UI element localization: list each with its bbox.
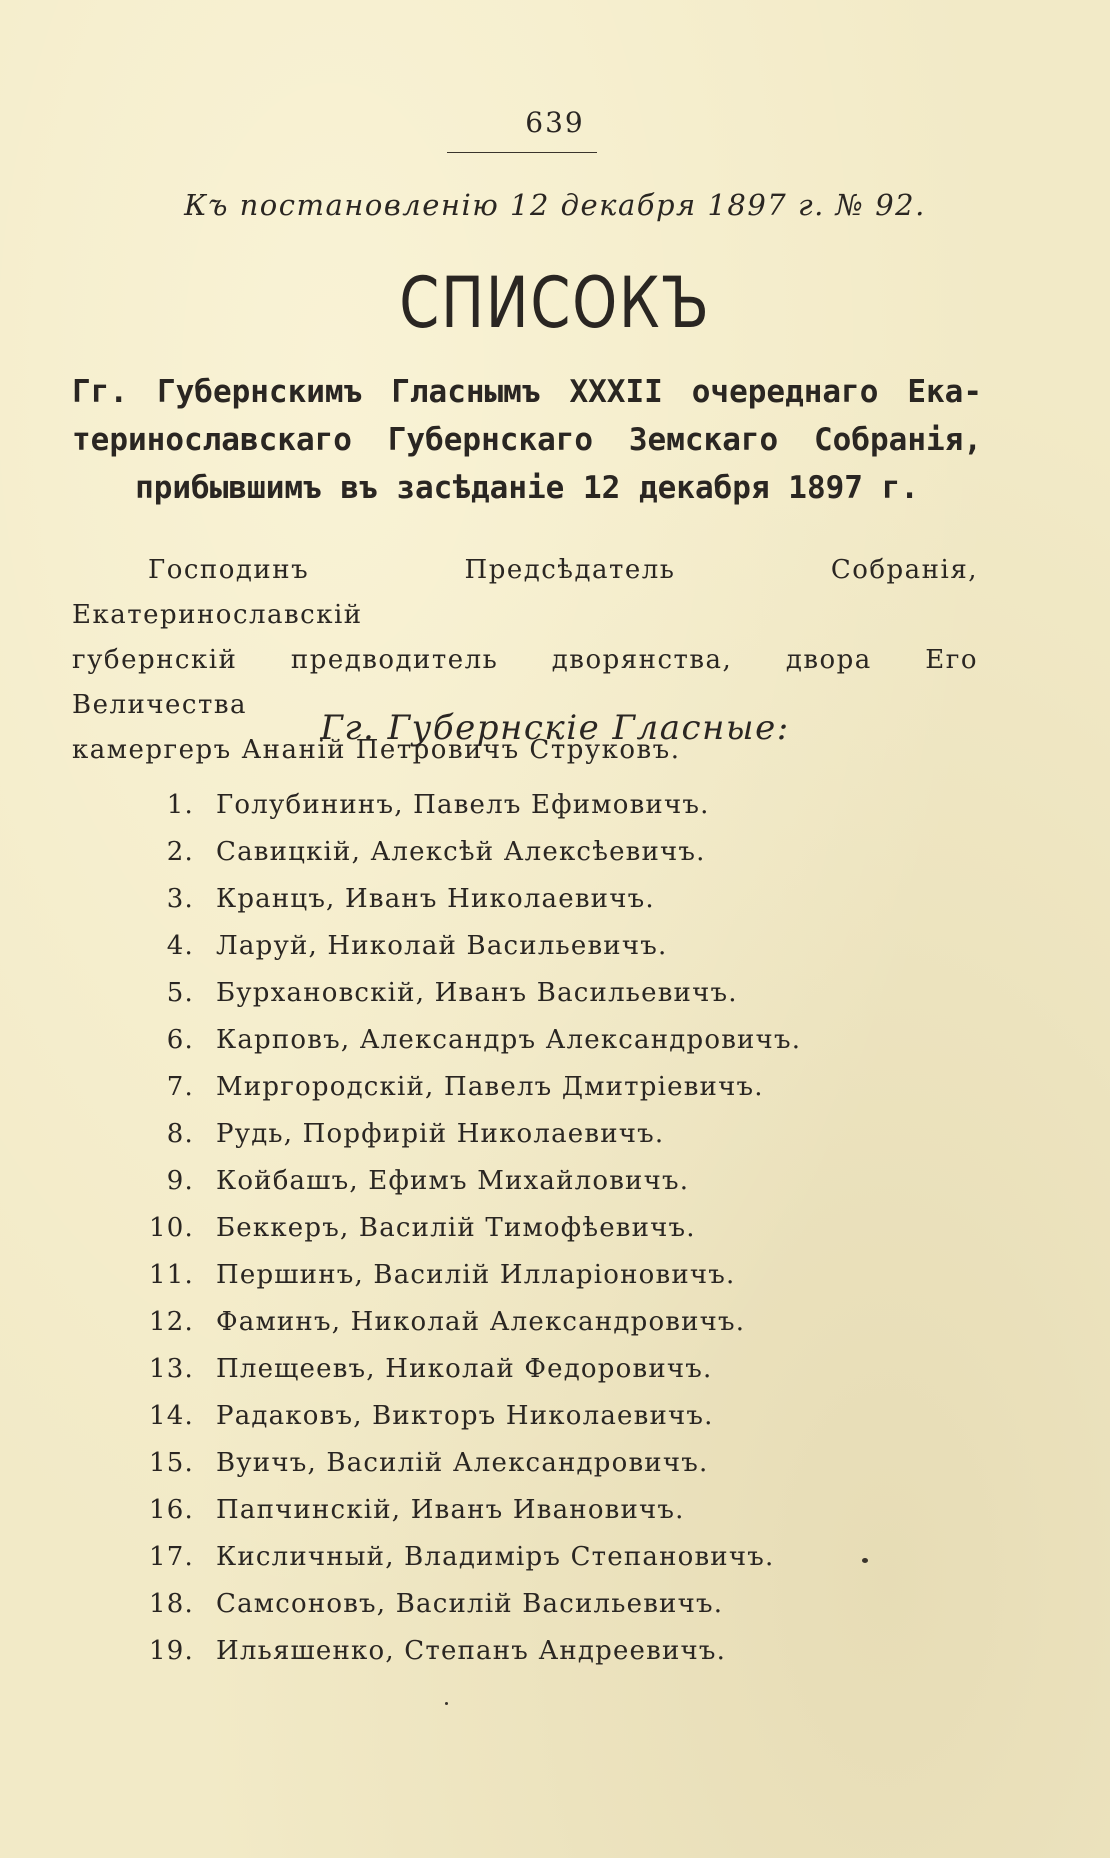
list-item	[130, 1064, 801, 1111]
list-item	[130, 782, 801, 829]
item-number: 7.	[166, 1072, 194, 1102]
item-number: 12.	[149, 1307, 194, 1337]
member-name: Самсоновъ, Василій Васильевичъ.	[216, 1589, 724, 1619]
member-name: Кранцъ, Иванъ Николаевичъ.	[216, 884, 655, 914]
item-number: 3.	[166, 884, 194, 914]
heading-line-2: теринославскаго Губернскаго Земскаго Собранія,	[72, 422, 982, 458]
resolution-reference: Къ постановленію 12 декабря 1897 г. № 92.	[184, 188, 926, 222]
member-name: Першинъ, Василій Илларіоновичъ.	[216, 1260, 736, 1290]
list-item	[130, 876, 801, 923]
list-item	[130, 829, 801, 876]
chairman-line-3: камергеръ Ананій Петровичъ Струковъ.	[72, 735, 681, 765]
list-item	[130, 1252, 801, 1299]
list-item	[130, 1346, 801, 1393]
member-name: Радаковъ, Викторъ Николаевичъ.	[216, 1401, 714, 1431]
item-number: 4.	[166, 931, 194, 961]
item-number: 19.	[149, 1636, 194, 1666]
item-number: 16.	[149, 1495, 194, 1525]
ink-speck	[445, 1702, 448, 1705]
page-number: 639	[525, 106, 585, 139]
item-number: 5.	[166, 978, 194, 1008]
item-number: 9.	[166, 1166, 194, 1196]
member-name: Койбашъ, Ефимъ Михайловичъ.	[216, 1166, 690, 1196]
item-number: 6.	[166, 1025, 194, 1055]
list-item	[130, 1440, 801, 1487]
member-name: Кисличный, Владиміръ Степановичъ.	[216, 1542, 775, 1572]
heading-line-3: прибывшимъ въ засѣданіе 12 декабря 1897 г.	[135, 470, 919, 506]
heading-line-1: Гг. Губернскимъ Гласнымъ XXXII очереднаго Ека-	[72, 374, 982, 410]
member-name: Вуичъ, Василій Александровичъ.	[216, 1448, 709, 1478]
list-item	[130, 1534, 801, 1581]
list-item	[130, 1299, 801, 1346]
item-number: 17.	[149, 1542, 194, 1572]
member-name: Ильяшенко, Степанъ Андреевичъ.	[216, 1636, 727, 1666]
list-item	[130, 1158, 801, 1205]
member-name: Савицкій, Алексѣй Алексѣевичъ.	[216, 837, 706, 867]
item-number: 15.	[149, 1448, 194, 1478]
ink-speck	[862, 1558, 868, 1563]
list-item	[130, 1205, 801, 1252]
list-item	[130, 1628, 801, 1675]
item-number: 11.	[149, 1260, 194, 1290]
list-item	[130, 1111, 801, 1158]
member-name: Миргородскій, Павелъ Дмитріевичъ.	[216, 1072, 764, 1102]
members-heading: Гг. Губернскіе Гласные:	[320, 708, 790, 748]
member-name: Папчинскій, Иванъ Ивановичъ.	[216, 1495, 685, 1525]
member-name: Беккеръ, Василій Тимофѣевичъ.	[216, 1213, 696, 1243]
item-number: 18.	[149, 1589, 194, 1619]
chairman-line-2: губернскій предводитель дворянства, двора Его Величества	[72, 645, 978, 720]
list-item	[130, 1581, 801, 1628]
item-number: 14.	[149, 1401, 194, 1431]
member-name: Ларуй, Николай Васильевичъ.	[216, 931, 668, 961]
item-number: 10.	[149, 1213, 194, 1243]
item-number: 1.	[166, 790, 194, 820]
member-name: Карповъ, Александръ Александровичъ.	[216, 1025, 802, 1055]
member-name: Фаминъ, Николай Александровичъ.	[216, 1307, 746, 1337]
item-number: 2.	[166, 837, 194, 867]
list-item	[130, 1017, 801, 1064]
page-number-rule	[447, 152, 597, 153]
list-item	[130, 923, 801, 970]
members-list	[130, 782, 801, 1675]
item-number: 8.	[166, 1119, 194, 1149]
list-item	[130, 1487, 801, 1534]
item-number: 13.	[149, 1354, 194, 1384]
chairman-line-1: Господинъ Предсѣдатель Собранія, Екатеринославскій	[72, 555, 978, 630]
document-title: СПИСОКЪ	[399, 262, 711, 344]
list-item	[130, 1393, 801, 1440]
member-name: Рудь, Порфирій Николаевичъ.	[216, 1119, 665, 1149]
member-name: Плещеевъ, Николай Федоровичъ.	[216, 1354, 713, 1384]
member-name: Голубининъ, Павелъ Ефимовичъ.	[216, 790, 710, 820]
document-heading	[72, 368, 982, 512]
list-item	[130, 970, 801, 1017]
member-name: Бурхановскій, Иванъ Васильевичъ.	[216, 978, 738, 1008]
